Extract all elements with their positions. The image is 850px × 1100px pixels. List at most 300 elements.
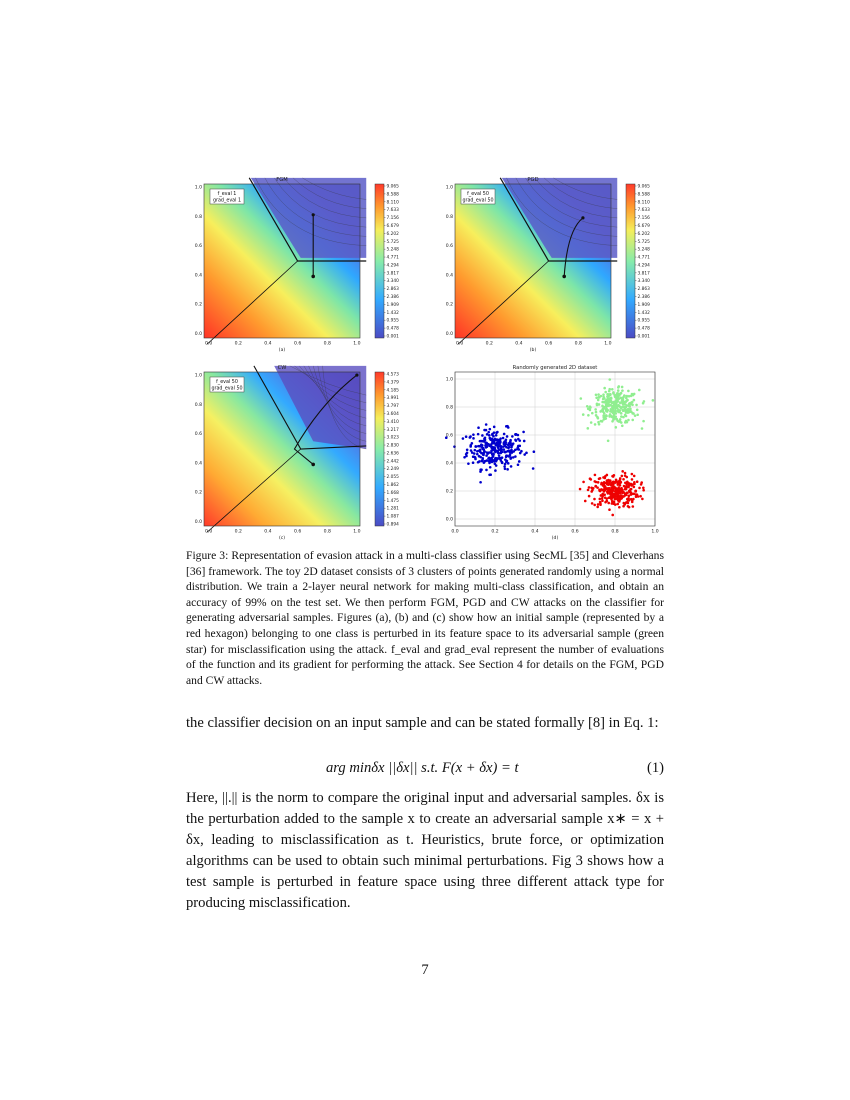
scatter-point — [627, 390, 630, 393]
contour-plot-cw — [186, 360, 411, 540]
scatter-point — [590, 490, 593, 493]
scatter-point — [475, 445, 478, 448]
scatter-point — [509, 441, 512, 444]
scatter-point — [617, 389, 620, 392]
y-tick-label: 0.4 — [194, 273, 202, 279]
scatter-point — [597, 396, 600, 399]
scatter-point — [588, 495, 591, 498]
scatter-point — [483, 440, 486, 443]
panel-sublabel: (d) — [551, 536, 559, 540]
scatter-point — [587, 427, 590, 430]
colorbar-tick-label: 2.863 — [637, 287, 650, 293]
scatter-point — [495, 460, 498, 463]
y-tick-label: 0.2 — [194, 302, 202, 308]
colorbar-tick-label: 0.478 — [637, 326, 650, 332]
colorbar-tick-label: 6.202 — [637, 231, 650, 237]
equation-1 — [186, 760, 664, 782]
adversarial-sample — [312, 213, 315, 216]
scatter-point — [511, 444, 514, 447]
scatter-point — [533, 450, 536, 453]
colorbar-tick-label: 8.110 — [386, 200, 399, 206]
equation-number: (1) — [646, 760, 664, 776]
scatter-point — [616, 498, 619, 501]
x-tick-label: 0.0 — [205, 529, 213, 535]
scatter-point — [602, 416, 605, 419]
scatter-point — [605, 407, 608, 410]
scatter-point — [496, 431, 499, 434]
colorbar-tick-label: 5.248 — [637, 247, 650, 253]
scatter-point — [617, 385, 620, 388]
scatter-point — [473, 452, 476, 455]
scatter-point — [623, 394, 626, 397]
scatter-point — [599, 477, 602, 480]
colorbar-tick-label: 1.909 — [386, 302, 399, 308]
colorbar-tick-label: 2.830 — [386, 443, 399, 449]
colorbar-tick-label: 2.249 — [386, 467, 399, 473]
y-tick-label: 0.2 — [445, 302, 453, 308]
scatter-point — [485, 446, 488, 449]
scatter-point — [467, 462, 470, 465]
scatter-point — [503, 433, 506, 436]
scatter-point — [596, 506, 599, 509]
colorbar-tick-label: 8.588 — [637, 192, 650, 198]
y-tick-label: 0.0 — [194, 331, 202, 337]
scatter-point — [635, 404, 638, 407]
y-tick-label: 0.4 — [445, 461, 453, 467]
scatter-point — [505, 441, 508, 444]
scatter-point — [472, 437, 475, 440]
scatter-point — [597, 399, 600, 402]
scatter-point — [631, 478, 634, 481]
scatter-point — [608, 378, 611, 381]
scatter-point — [619, 401, 622, 404]
panel-sublabel: (b) — [529, 348, 537, 352]
scatter-point — [632, 505, 635, 508]
scatter-point — [631, 499, 634, 502]
scatter-point — [478, 455, 481, 458]
scatter-point — [498, 457, 501, 460]
scatter-point — [492, 446, 495, 449]
scatter-point — [634, 414, 637, 417]
x-tick-label: 0.6 — [571, 529, 579, 535]
scatter-point — [479, 449, 482, 452]
scatter-point — [608, 508, 611, 511]
y-tick-label: 0.2 — [445, 489, 453, 495]
scatter-point — [485, 423, 488, 426]
x-tick-label: 0.6 — [293, 341, 302, 347]
y-tick-label: 0.8 — [445, 214, 453, 220]
scatter-point — [598, 423, 601, 426]
scatter-point — [603, 387, 606, 390]
y-tick-label: 0.6 — [194, 244, 202, 250]
colorbar-tick-label: 9.065 — [637, 184, 650, 190]
scatter-point — [617, 398, 620, 401]
x-tick-label: 0.0 — [456, 341, 464, 347]
scatter-point — [591, 502, 594, 505]
scatter-point — [532, 467, 535, 470]
scatter-point — [617, 408, 620, 411]
colorbar-tick-label: 1.281 — [386, 506, 399, 512]
scatter-point — [500, 452, 503, 455]
scatter-point — [652, 399, 655, 402]
colorbar-tick-label: 9.065 — [386, 184, 399, 190]
y-tick-label: 0.4 — [194, 461, 202, 467]
scatter-point — [600, 420, 603, 423]
scatter-point — [514, 433, 517, 436]
scatter-point — [612, 415, 615, 418]
scatter-point — [489, 466, 492, 469]
colorbar-tick-label: 3.340 — [386, 279, 399, 285]
scatter-point — [641, 498, 644, 501]
scatter-point — [595, 414, 598, 417]
scatter-point — [582, 481, 585, 484]
colorbar-tick-label: 5.725 — [386, 239, 399, 245]
scatter-point — [619, 420, 622, 423]
scatter-plot-dataset — [437, 360, 662, 540]
scatter-point — [630, 395, 633, 398]
colorbar-tick-label: 1.432 — [386, 310, 399, 316]
scatter-point — [453, 445, 456, 448]
colorbar-tick-label: 1.668 — [386, 490, 399, 496]
scatter-point — [498, 454, 501, 457]
scatter-point — [621, 389, 624, 392]
scatter-point — [631, 419, 634, 422]
colorbar-tick-label: 6.202 — [386, 231, 399, 237]
scatter-point — [466, 448, 469, 451]
scatter-point — [621, 496, 624, 499]
scatter-point — [619, 484, 622, 487]
scatter-point — [627, 499, 630, 502]
scatter-point — [589, 477, 592, 480]
scatter-point — [504, 467, 507, 470]
scatter-point — [482, 452, 485, 455]
y-tick-label: 0.2 — [194, 490, 202, 496]
scatter-point — [611, 388, 614, 391]
scatter-point — [604, 501, 607, 504]
scatter-point — [517, 463, 520, 466]
adversarial-sample — [355, 373, 358, 376]
scatter-point — [518, 460, 521, 463]
scatter-point — [504, 451, 507, 454]
scatter-point — [607, 399, 610, 402]
y-tick-label: 0.4 — [445, 273, 453, 279]
x-tick-label: 0.4 — [264, 529, 272, 535]
scatter-point — [624, 421, 627, 424]
paragraph-intro: the classifier decision on an input sample and can be stated formally [8] in Eq. 1: — [186, 715, 659, 731]
scatter-point — [485, 469, 488, 472]
scatter-point — [603, 477, 606, 480]
colorbar-tick-label: 6.679 — [637, 223, 650, 229]
scatter-point — [631, 412, 634, 415]
scatter-point — [641, 427, 644, 430]
scatter-point — [588, 486, 591, 489]
scatter-point — [501, 461, 504, 464]
scatter-point — [594, 474, 597, 477]
colorbar-tick-label: 0.001 — [637, 334, 650, 340]
colorbar — [375, 184, 384, 338]
scatter-point — [622, 403, 625, 406]
scatter-point — [499, 439, 502, 442]
scatter-point — [507, 462, 510, 465]
y-tick-label: 0.8 — [194, 214, 202, 220]
page-number: 7 — [421, 962, 429, 978]
x-tick-label: 0.4 — [531, 529, 539, 535]
scatter-point — [609, 408, 612, 411]
scatter-point — [618, 499, 621, 502]
scatter-point — [497, 452, 500, 455]
colorbar-tick-label: 5.248 — [386, 247, 399, 253]
scatter-point — [485, 429, 488, 432]
scatter-point — [601, 499, 604, 502]
scatter-point — [476, 453, 479, 456]
scatter-point — [636, 413, 639, 416]
scatter-point — [611, 420, 614, 423]
y-tick-label: 0.6 — [445, 244, 453, 250]
scatter-point — [519, 452, 522, 455]
scatter-point — [614, 426, 617, 429]
scatter-point — [633, 399, 636, 402]
x-tick-label: 0.0 — [451, 529, 459, 535]
scatter-point — [613, 486, 616, 489]
scatter-point — [637, 495, 640, 498]
colorbar-tick-label: 7.633 — [386, 208, 399, 214]
scatter-point — [506, 460, 509, 463]
scatter-point — [484, 460, 487, 463]
scatter-point — [605, 497, 608, 500]
y-tick-label: 0.0 — [194, 519, 202, 525]
colorbar-tick-label: 7.156 — [386, 216, 399, 222]
y-tick-label: 1.0 — [194, 373, 202, 379]
scatter-point — [597, 481, 600, 484]
scatter-point — [608, 388, 611, 391]
colorbar-tick-label: 2.055 — [386, 475, 399, 481]
colorbar-tick-label: 3.991 — [386, 396, 399, 402]
y-tick-label: 0.6 — [194, 432, 202, 438]
scatter-point — [626, 492, 629, 495]
y-tick-label: 1.0 — [194, 185, 202, 191]
scatter-point — [612, 411, 615, 414]
scatter-point — [617, 404, 620, 407]
scatter-point — [597, 503, 600, 506]
scatter-point — [494, 457, 497, 460]
colorbar-tick-label: 3.023 — [386, 435, 399, 441]
legend-f-eval: f_eval 1 — [217, 192, 237, 197]
scatter-point — [595, 394, 598, 397]
x-tick-label: 0.4 — [515, 341, 523, 347]
y-tick-label: 1.0 — [445, 377, 453, 383]
scatter-point — [587, 489, 590, 492]
scatter-point — [507, 444, 510, 447]
scatter-point — [591, 412, 594, 415]
scatter-point — [590, 421, 593, 424]
initial-sample — [311, 275, 315, 279]
scatter-point — [625, 415, 628, 418]
scatter-point — [630, 484, 633, 487]
scatter-point — [480, 440, 483, 443]
scatter-point — [612, 494, 615, 497]
scatter-point — [491, 434, 494, 437]
scatter-point — [608, 491, 611, 494]
colorbar-tick-label: 1.432 — [637, 310, 650, 316]
scatter-point — [465, 435, 468, 438]
colorbar-tick-label: 4.379 — [386, 380, 399, 386]
scatter-point — [472, 433, 475, 436]
scatter-point — [505, 438, 508, 441]
colorbar-tick-label: 5.725 — [637, 239, 650, 245]
equation-body: arg minδx ||δx|| s.t. F(x + δx) = t — [326, 760, 519, 776]
scatter-point — [621, 470, 624, 473]
scatter-point — [586, 405, 589, 408]
scatter-point — [605, 405, 608, 408]
scatter-point — [621, 424, 624, 427]
scatter-point — [489, 428, 492, 431]
y-tick-label: 0.6 — [445, 433, 453, 439]
scatter-point — [600, 494, 603, 497]
scatter-point — [636, 480, 639, 483]
scatter-point — [608, 488, 611, 491]
scatter-point — [607, 394, 610, 397]
colorbar-tick-label: 1.087 — [386, 514, 399, 520]
x-tick-label: 0.8 — [574, 341, 582, 347]
scatter-point — [611, 401, 614, 404]
panel-title: FGM — [276, 177, 288, 183]
scatter-point — [486, 433, 489, 436]
scatter-point — [472, 461, 475, 464]
x-tick-label: 0.8 — [323, 341, 331, 347]
colorbar-tick-label: 3.217 — [386, 427, 399, 433]
x-tick-label: 0.8 — [323, 529, 331, 535]
scatter-point — [511, 435, 514, 438]
colorbar-tick-label: 1.909 — [637, 302, 650, 308]
scatter-point — [477, 433, 480, 436]
scatter-point — [603, 493, 606, 496]
scatter-point — [615, 401, 618, 404]
scatter-point — [514, 438, 517, 441]
scatter-point — [619, 490, 622, 493]
colorbar-tick-label: 3.410 — [386, 419, 399, 425]
scatter-point — [502, 437, 505, 440]
scatter-point — [604, 391, 607, 394]
colorbar-tick-label: 4.573 — [386, 372, 399, 378]
scatter-point — [614, 503, 617, 506]
colorbar-tick-label: 4.294 — [637, 263, 650, 269]
scatter-point — [593, 504, 596, 507]
colorbar-tick-label: 2.386 — [637, 295, 650, 301]
scatter-point — [522, 431, 525, 434]
scatter-point — [615, 404, 618, 407]
scatter-point — [623, 406, 626, 409]
colorbar-tick-label: 2.863 — [386, 287, 399, 293]
scatter-point — [598, 498, 601, 501]
scatter-point — [490, 443, 493, 446]
colorbar-tick-label: 1.475 — [386, 498, 399, 504]
adversarial-sample — [581, 216, 584, 219]
scatter-point — [587, 414, 590, 417]
scatter-point — [624, 472, 627, 475]
scatter-point — [611, 475, 614, 478]
scatter-point — [627, 505, 630, 508]
scatter-point — [611, 514, 614, 517]
scatter-point — [627, 409, 630, 412]
scatter-point — [617, 486, 620, 489]
colorbar-tick-label: 3.340 — [637, 279, 650, 285]
colorbar-tick-label: 6.679 — [386, 223, 399, 229]
y-tick-label: 0.8 — [445, 405, 453, 411]
scatter-point — [616, 392, 619, 395]
colorbar-tick-label: 4.294 — [386, 263, 399, 269]
scatter-point — [615, 491, 618, 494]
legend-f-eval: f_eval 50 — [216, 380, 238, 385]
scatter-point — [500, 447, 503, 450]
scatter-point — [590, 486, 593, 489]
scatter-point — [640, 481, 643, 484]
scatter-point — [618, 506, 621, 509]
scatter-point — [508, 449, 511, 452]
figure-panel-d — [437, 360, 662, 540]
scatter-point — [612, 391, 615, 394]
colorbar-tick-label: 3.604 — [386, 411, 399, 417]
scatter-point — [580, 397, 583, 400]
colorbar-tick-label: 4.185 — [386, 388, 399, 394]
scatter-point — [491, 456, 494, 459]
scatter-point — [509, 453, 512, 456]
colorbar-tick-label: 3.817 — [637, 271, 650, 277]
scatter-point — [613, 394, 616, 397]
figure-panel-b — [437, 172, 662, 352]
panel-title: PGD — [527, 177, 539, 183]
scatter-point — [465, 455, 468, 458]
scatter-point — [507, 426, 510, 429]
scatter-point — [487, 431, 490, 434]
scatter-point — [601, 483, 604, 486]
scatter-point — [469, 435, 472, 438]
panel-sublabel: (c) — [278, 536, 286, 540]
scatter-point — [484, 436, 487, 439]
figure-caption: Figure 3: Representation of evasion attack in a multi-class classifier using SecML [35] and Cleverhans [36] framework. The toy 2D dataset consists of 3 clusters of points generated randomly using a normal distribution. We train a 2-layer neural network for making multi-class classification, and obtain an accuracy of 99% on the test set. We then perform FGM, PGD and CW attacks on the classifier for generating adversarial samples. Figures (a), (b) and (c) show how an initial sample (represented by a red hexagon) belonging to one class is perturbed in its feature space to its adversarial sample (green star) for misclassification using the attack. f_eval and grad_eval represent the number of evaluations of the function and its gradient for performing the attack. See Section 4 for details on the FGM, PGD and CW attacks. — [186, 549, 664, 687]
scatter-point — [492, 459, 495, 462]
colorbar-tick-label: 0.955 — [637, 318, 650, 324]
scatter-point — [474, 449, 477, 452]
scatter-point — [601, 405, 604, 408]
y-tick-label: 1.0 — [445, 185, 453, 191]
colorbar — [375, 372, 384, 526]
x-tick-label: 1.0 — [604, 341, 612, 347]
scatter-point — [481, 457, 484, 460]
scatter-point — [610, 415, 613, 418]
y-tick-label: 0.0 — [445, 517, 453, 523]
x-tick-label: 0.8 — [611, 529, 619, 535]
scatter-point — [602, 398, 605, 401]
x-tick-label: 1.0 — [651, 529, 659, 535]
scatter-point — [474, 456, 477, 459]
scatter-point — [477, 426, 480, 429]
scatter-point — [597, 417, 600, 420]
colorbar-tick-label: 0.955 — [386, 318, 399, 324]
scatter-point — [496, 445, 499, 448]
scatter-point — [615, 479, 618, 482]
colorbar-tick-label: 4.771 — [637, 255, 650, 261]
scatter-point — [488, 462, 491, 465]
scatter-point — [597, 393, 600, 396]
scatter-title: Randomly generated 2D dataset — [512, 365, 598, 371]
scatter-point — [617, 411, 620, 414]
colorbar-tick-label: 7.633 — [637, 208, 650, 214]
colorbar-tick-label: 1.862 — [386, 483, 399, 489]
scatter-point — [624, 400, 627, 403]
scatter-point — [621, 475, 624, 478]
scatter-point — [589, 405, 592, 408]
legend-grad-eval: grad_eval 1 — [212, 198, 242, 204]
